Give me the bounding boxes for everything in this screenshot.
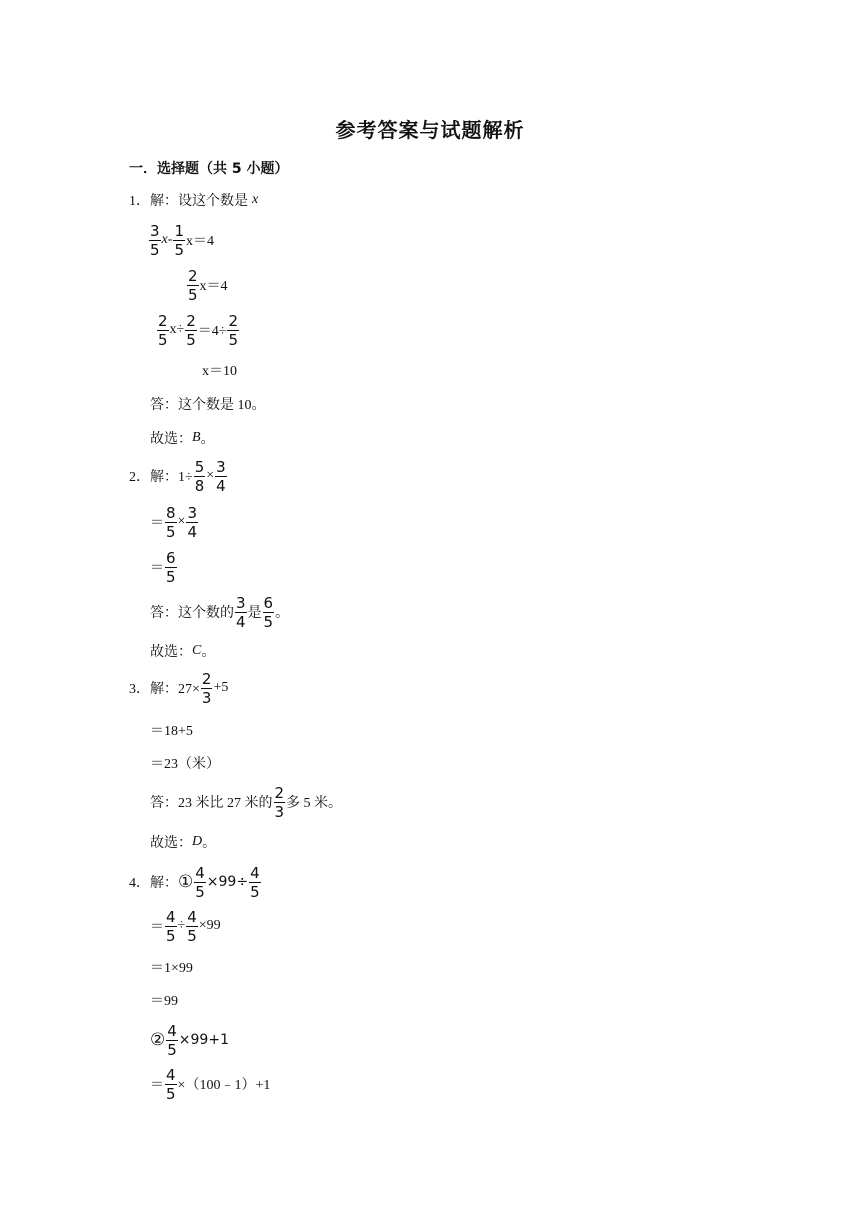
section-heading: 一．选择题（共 5 小题） (129, 161, 289, 177)
fraction: $\frac{4}{5}$ (166, 1065, 176, 1103)
q1-choice-line: 故选： B 。 (150, 430, 215, 447)
fraction: $\frac{2}{5}$ (228, 311, 239, 349)
q3-answer: 答：23 米比 27 米的 $\frac{2}{3}$ 多 5 米。 (150, 783, 343, 821)
q3-choice-line: 故选： D 。 (150, 834, 217, 851)
fraction: $\frac{5}{8}$ (194, 457, 205, 495)
q2-answer: 答：这个数的 $\frac{3}{4}$ 是 $\frac{6}{5}$ 。 (150, 593, 290, 631)
q1-variable: x (252, 192, 259, 207)
q1-equation-4: x＝10 (202, 364, 237, 379)
fraction: $\frac{8}{5}$ (166, 503, 176, 541)
q4-expression-2: ② $\frac{4}{5}$ ×99+1 (150, 1021, 229, 1059)
fraction: $\frac{3}{4}$ (236, 593, 246, 631)
q4-step-4: ＝ $\frac{4}{5}$ ×（100﹣1）+1 (150, 1065, 271, 1103)
q4-intro-line: 4．解： ① $\frac{4}{5}$ ×99÷ $\frac{4}{5}$ (129, 863, 260, 901)
q3-choice: D (192, 834, 203, 849)
fraction: $\frac{2}{5}$ (158, 311, 168, 349)
fraction: $\frac{3}{5}$ (150, 221, 160, 259)
fraction: $\frac{2}{5}$ (188, 266, 198, 304)
fraction: $\frac{4}{5}$ (167, 1021, 177, 1059)
q1-intro: 1．解：设这个数是 (129, 194, 248, 209)
q4-step-2: ＝1×99 (150, 961, 193, 976)
fraction: $\frac{4}{5}$ (187, 907, 197, 945)
q4-step-3: ＝99 (150, 994, 178, 1009)
q2-step-2: ＝ $\frac{6}{5}$ (150, 548, 176, 586)
fraction: $\frac{1}{5}$ (174, 221, 184, 259)
q1-equation-3: $\frac{2}{5}$ x÷ $\frac{2}{5}$ ＝4÷ $\frac{2}{5}$ (158, 311, 239, 349)
fraction: $\frac{6}{5}$ (166, 548, 176, 586)
fraction: $\frac{4}{5}$ (250, 863, 260, 901)
q2-intro-line: 2．解：1÷ $\frac{5}{8}$ × $\frac{3}{4}$ (129, 457, 226, 495)
q1-choice: B (192, 430, 201, 445)
q2-choice-line: 故选： C 。 (150, 643, 216, 660)
fraction: $\frac{3}{4}$ (216, 457, 226, 495)
q4-step-1: ＝ $\frac{4}{5}$ ÷ $\frac{4}{5}$ ×99 (150, 907, 221, 945)
q1-equation-1: $\frac{3}{5}$ x - $\frac{1}{5}$ x＝4 (150, 221, 214, 259)
page-title: 参考答案与试题解析 (335, 118, 525, 142)
fraction: $\frac{6}{5}$ (263, 593, 274, 631)
q2-step-1: ＝ $\frac{8}{5}$ × $\frac{3}{4}$ (150, 503, 197, 541)
fraction: $\frac{2}{3}$ (274, 783, 285, 821)
q1-intro-line (129, 180, 258, 220)
q3-intro-line: 3．解：27× $\frac{2}{3}$ +5 (129, 669, 229, 707)
circled-1: ① (178, 872, 194, 892)
q3-step-1: ＝18+5 (150, 724, 193, 739)
q3-step-2: ＝23（米） (150, 757, 220, 772)
q1-answer: 答：这个数是 10。 (150, 398, 266, 413)
fraction: $\frac{4}{5}$ (166, 907, 176, 945)
fraction: $\frac{2}{3}$ (201, 669, 212, 707)
q1-equation-2: $\frac{2}{5}$ x＝4 (188, 266, 228, 304)
q2-choice: C (192, 643, 202, 658)
circled-2: ② (150, 1030, 166, 1050)
fraction: $\frac{3}{4}$ (187, 503, 197, 541)
fraction: $\frac{2}{5}$ (186, 311, 196, 349)
fraction: $\frac{4}{5}$ (195, 863, 205, 901)
